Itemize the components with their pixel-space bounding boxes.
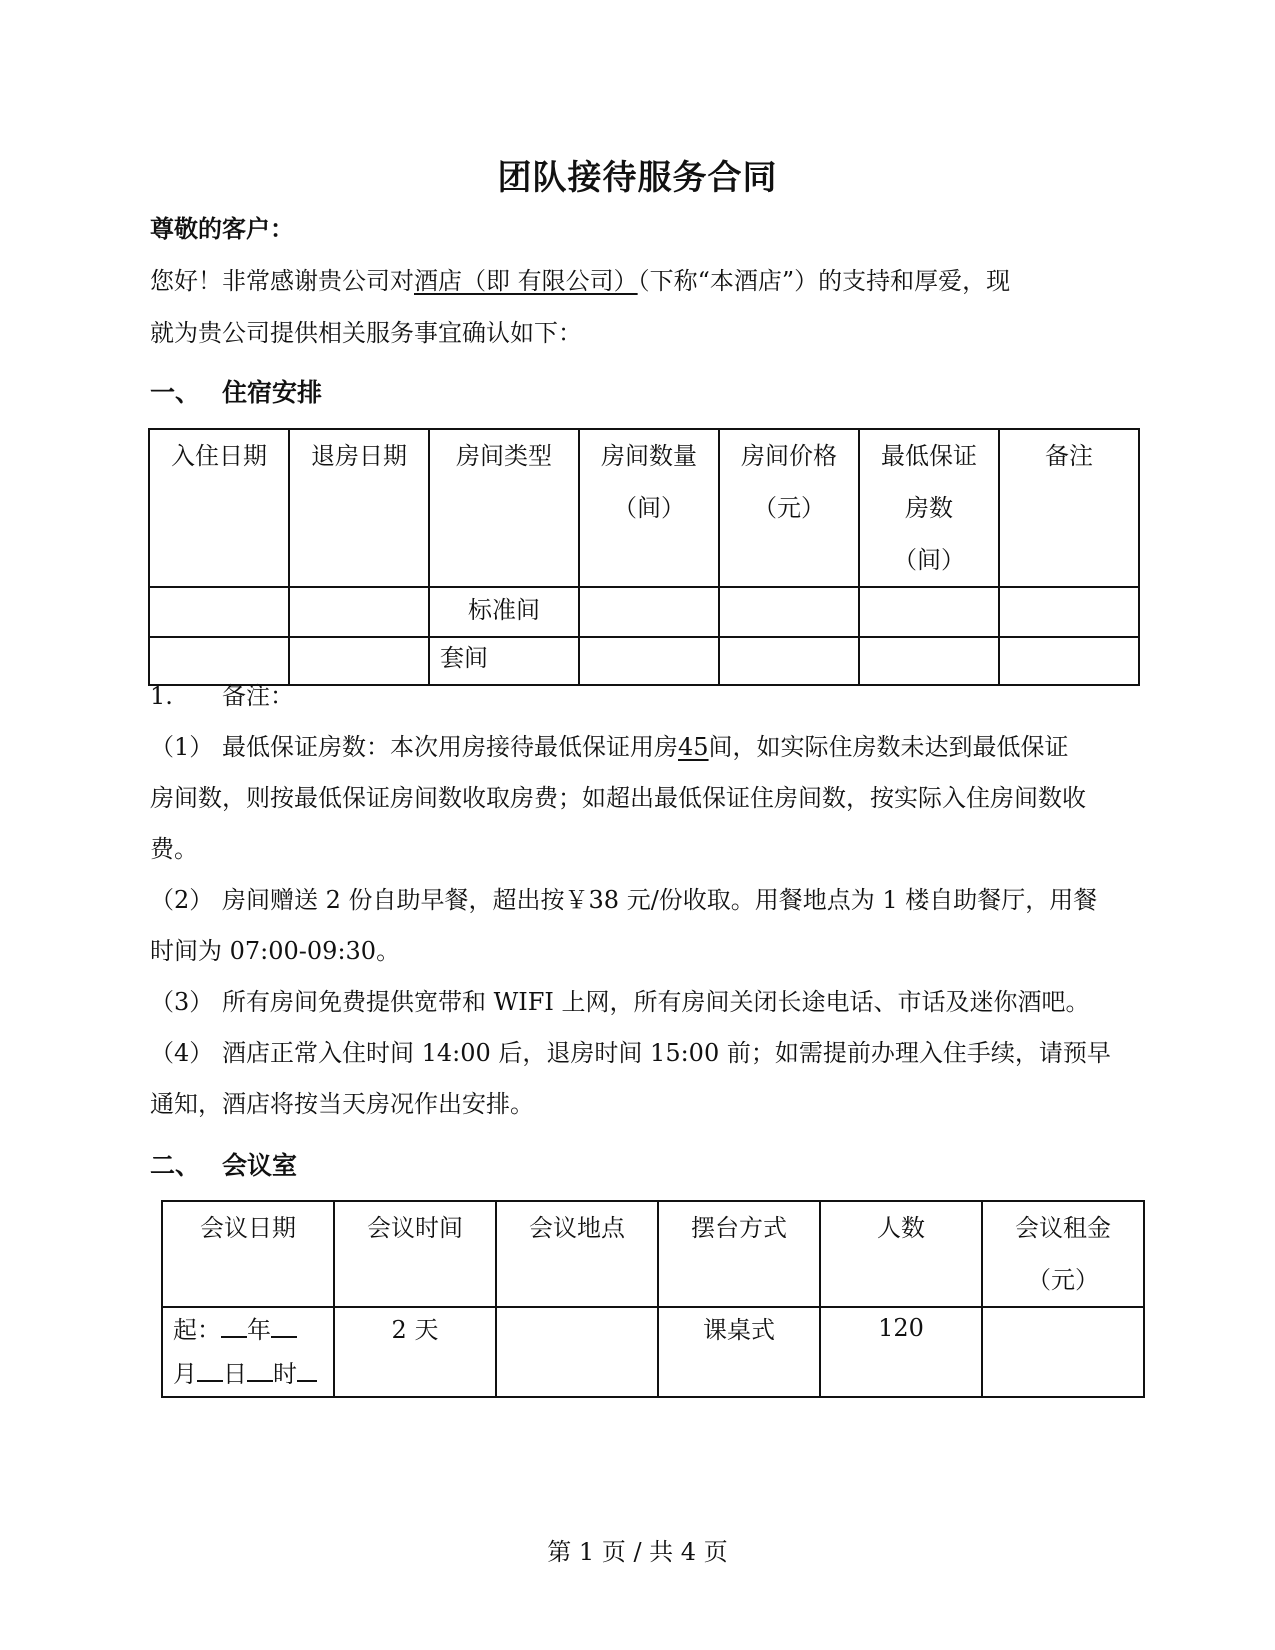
header-min-rooms: 最低保证 房数 （间） [859, 429, 999, 587]
intro-line-2: 就为贵公司提供相关服务事宜确认如下： [150, 319, 582, 347]
greeting: 尊敬的客户： [150, 214, 294, 243]
note-2-line-1: （2） 房间赠送 2 份自助早餐，超出按￥38 元/份收取。用餐地点为 1 楼自助餐厅，用餐 [150, 886, 1098, 914]
header-remarks: 备注 [999, 429, 1139, 587]
table-row [149, 637, 1139, 685]
note-1-line-1: （1） 最低保证房数：本次用房接待最低保证用房45间，如实际住房数未达到最低保证 [150, 733, 1069, 761]
section-2-heading [150, 1146, 297, 1182]
meeting-table-header-row [162, 1201, 1144, 1307]
note-2-mark: （2） [150, 886, 214, 914]
cell-room-type: 标准间 [429, 587, 579, 637]
notes-label: 备注： [222, 682, 294, 710]
lodging-table [148, 428, 1140, 686]
hotel-name: 酒店（即 有限公司） [414, 267, 638, 295]
cell [289, 637, 429, 685]
cell [719, 637, 859, 685]
cell [719, 587, 859, 637]
cell [859, 637, 999, 685]
lodging-table-header-row [149, 429, 1139, 587]
table-row [162, 1307, 1144, 1397]
header-room-count: 房间数量 （间） [579, 429, 719, 587]
cell-room-type: 套间 [429, 637, 579, 685]
cell [999, 587, 1139, 637]
cell-meeting-time: 2 天 [334, 1307, 496, 1397]
section-2-number: 二、 [150, 1151, 201, 1180]
note-3-mark: （3） [150, 988, 214, 1016]
header-people: 人数 [820, 1201, 982, 1307]
cell-rent [982, 1307, 1144, 1397]
intro-suffix: （下称“本酒店”）的支持和厚爱，现 [637, 267, 1011, 295]
header-table-layout: 摆台方式 [658, 1201, 820, 1307]
header-checkin-date: 入住日期 [149, 429, 289, 587]
intro-line-1 [150, 266, 1010, 296]
meeting-date-line-2: 月 日 时 [173, 1352, 333, 1396]
cell [999, 637, 1139, 685]
meeting-date-line-1: 起： 年 [173, 1308, 333, 1352]
cell-table-layout: 课桌式 [658, 1307, 820, 1397]
note-4-mark: （4） [150, 1039, 214, 1067]
cell [289, 587, 429, 637]
note-1-line-2: 房间数，则按最低保证房间数收取房费；如超出最低保证住房间数，按实际入住房间数收 [150, 784, 1086, 812]
cell [149, 637, 289, 685]
header-meeting-place: 会议地点 [496, 1201, 658, 1307]
page-footer: 第 1 页 / 共 4 页 [547, 1538, 728, 1566]
intro-prefix: 您好！非常感谢贵公司对 [150, 267, 414, 295]
document-title: 团队接待服务合同 [497, 158, 778, 198]
cell-meeting-date [162, 1307, 334, 1397]
note-4-line-1: （4） 酒店正常入住时间 14:00 后，退房时间 15:00 前；如需提前办理入住手续，请预早 [150, 1039, 1111, 1067]
notes-index: 1. [150, 682, 173, 710]
cell [579, 587, 719, 637]
header-room-type: 房间类型 [429, 429, 579, 587]
note-4-line-2: 通知，酒店将按当天房况作出安排。 [150, 1090, 534, 1118]
header-room-price: 房间价格 （元） [719, 429, 859, 587]
section-2-title: 会议室 [222, 1151, 298, 1180]
header-checkout-date: 退房日期 [289, 429, 429, 587]
table-row [149, 587, 1139, 637]
cell [859, 587, 999, 637]
cell-meeting-place [496, 1307, 658, 1397]
cell [149, 587, 289, 637]
section-1-title: 住宿安排 [222, 378, 323, 407]
note-1-line-3: 费。 [150, 835, 198, 863]
section-1-number: 一、 [150, 378, 201, 407]
header-meeting-time: 会议时间 [334, 1201, 496, 1307]
note-1-mark: （1） [150, 733, 214, 761]
header-meeting-date: 会议日期 [162, 1201, 334, 1307]
cell-people: 120 [820, 1307, 982, 1397]
note-2-line-2: 时间为 07:00-09:30。 [150, 937, 401, 965]
notes-heading [150, 681, 294, 711]
note-3-line-1: （3） 所有房间免费提供宽带和 WIFI 上网，所有房间关闭长途电话、市话及迷你酒吧。 [150, 988, 1090, 1016]
header-rent: 会议租金 （元） [982, 1201, 1144, 1307]
min-room-count: 45 [678, 733, 709, 761]
section-1-heading [150, 373, 322, 409]
meeting-room-table [161, 1200, 1145, 1398]
cell [579, 637, 719, 685]
